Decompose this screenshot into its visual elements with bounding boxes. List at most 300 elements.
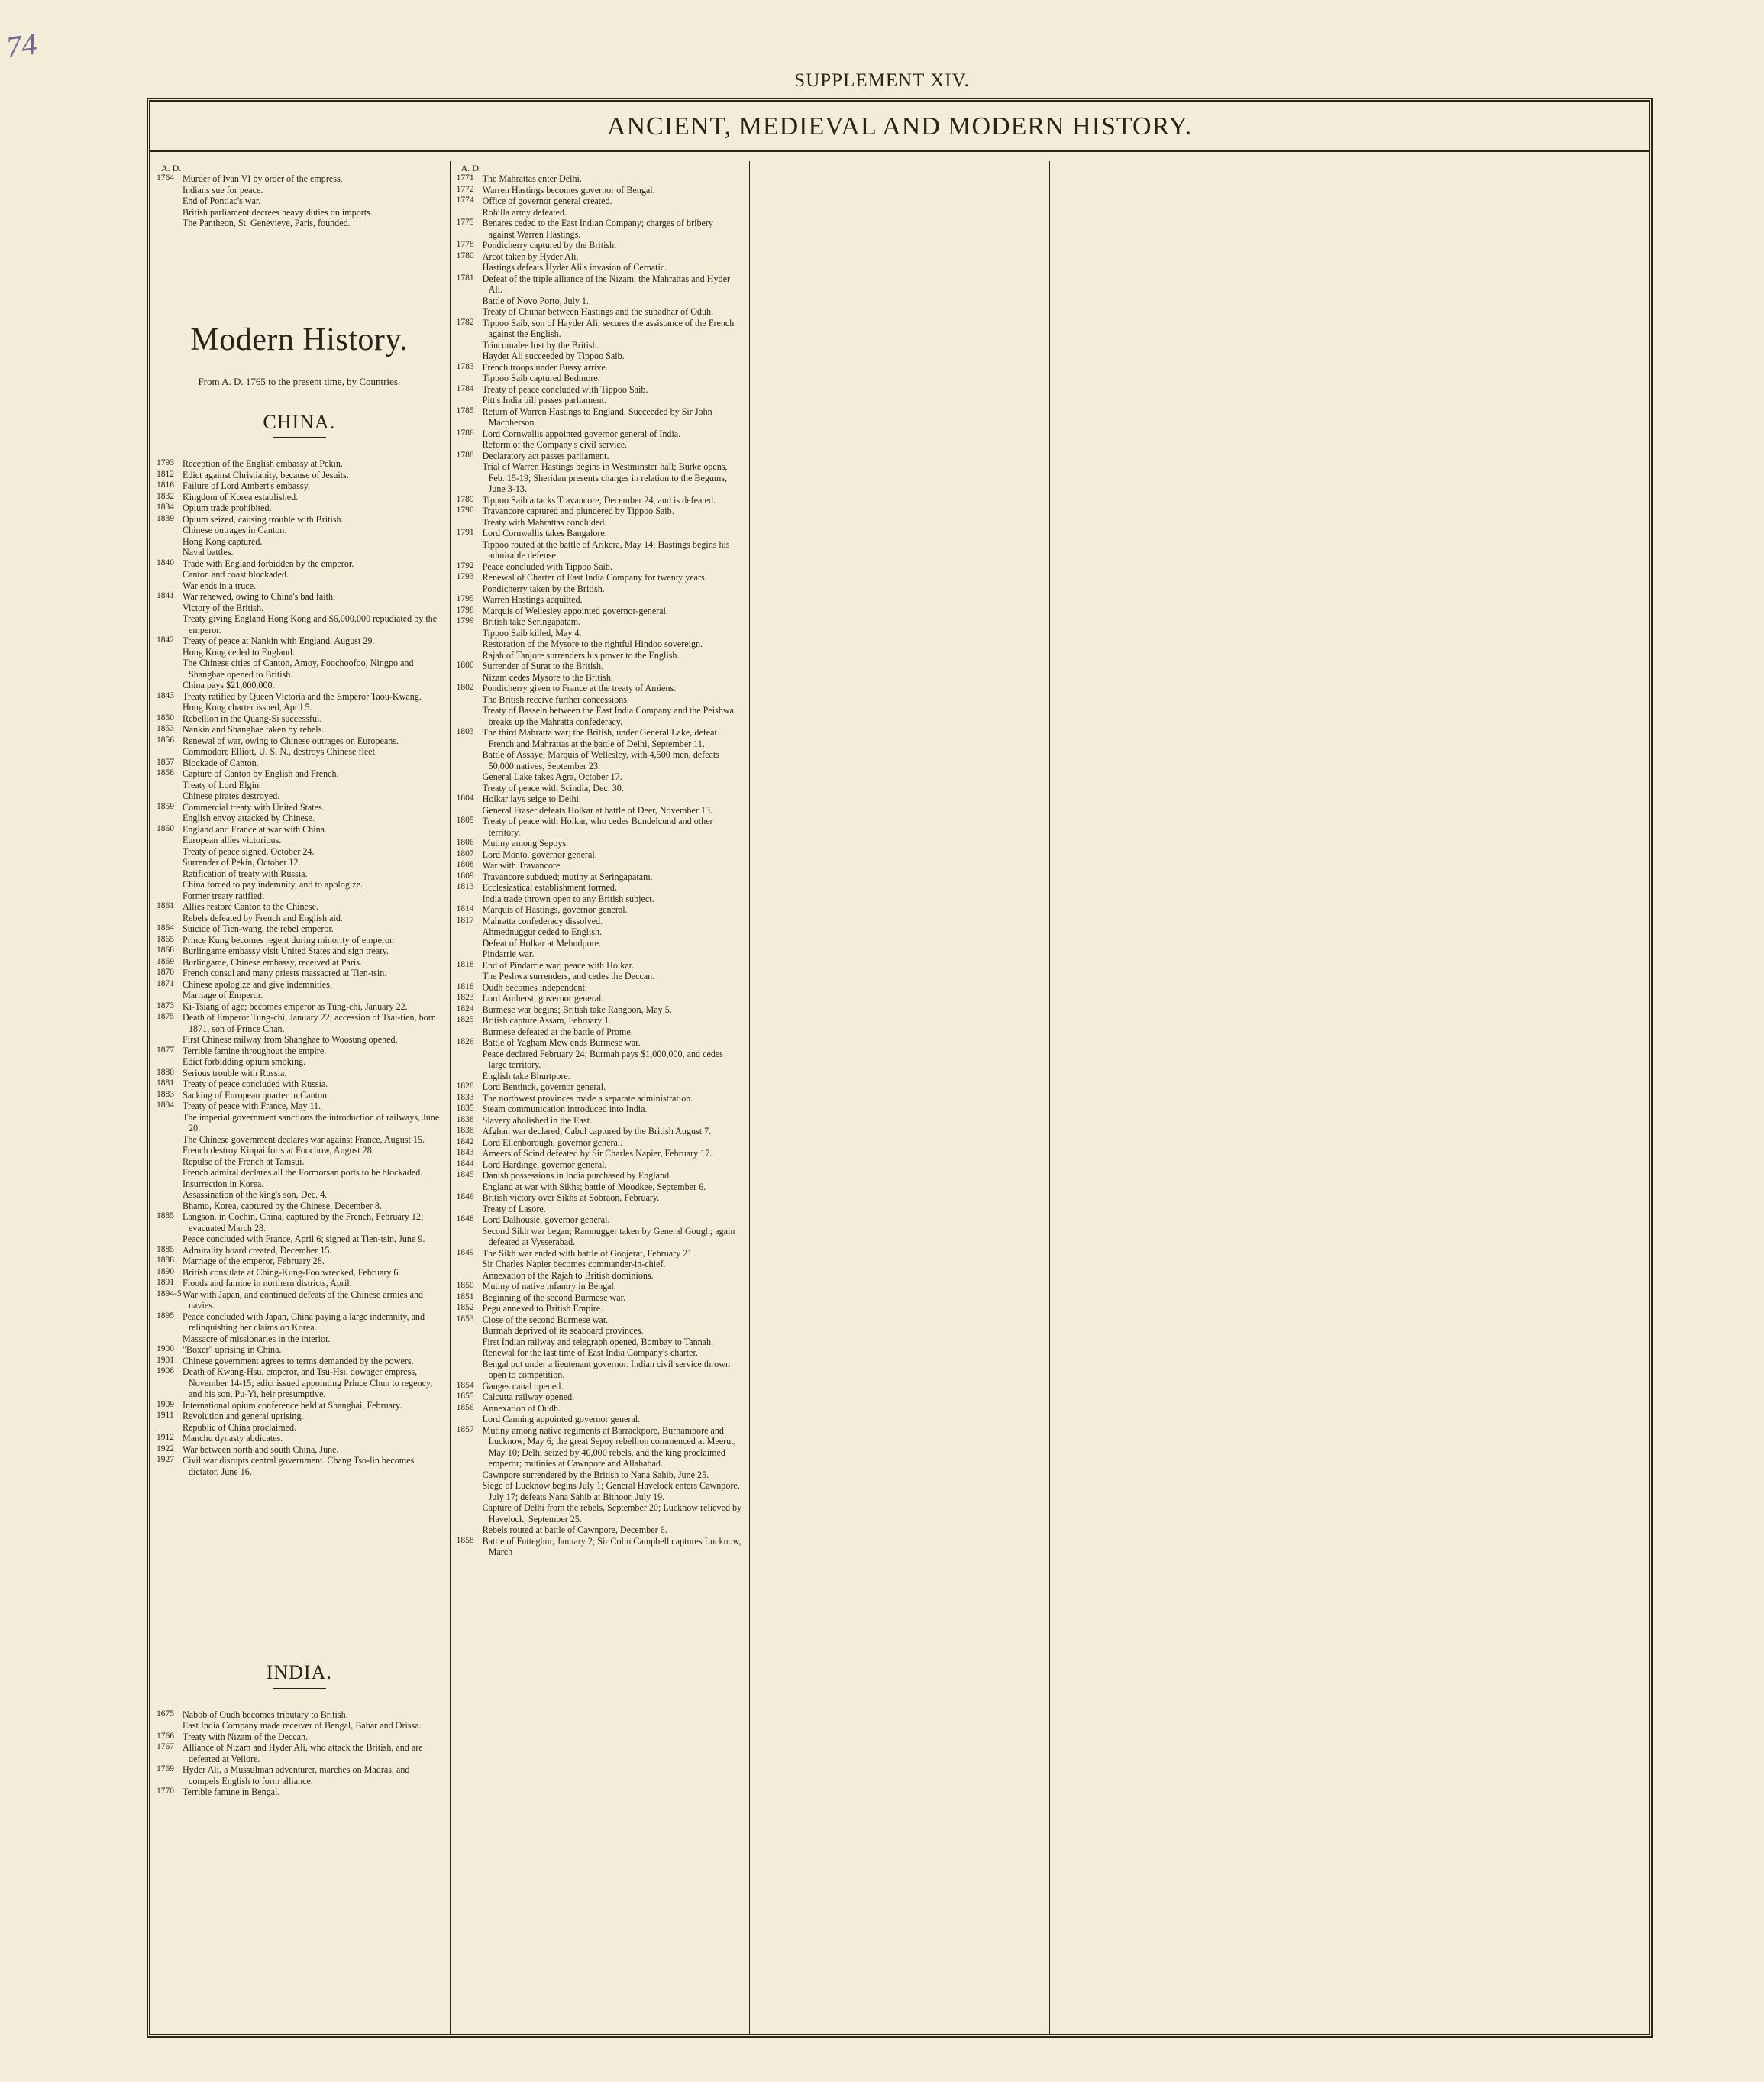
- entry-year: [457, 1469, 483, 1481]
- history-entry: [157, 1245, 442, 1256]
- entry-text: European allies victorious.: [183, 835, 282, 846]
- entry-text: End of Pindarrie war; peace with Holkar.: [482, 959, 635, 971]
- history-entry: [457, 672, 742, 684]
- entry-text: Alliance of Nizam and Hyder Ali, who attack the British, and are defeated at Vellore.: [183, 1742, 423, 1764]
- entry-year: 1908: [157, 1366, 174, 1376]
- entry-year: [157, 1233, 183, 1245]
- entry-text: Lord Hardinge, governor general.: [482, 1159, 607, 1170]
- history-entry: [457, 1392, 742, 1403]
- entry-year: 1778: [456, 240, 474, 250]
- history-entry: [457, 960, 742, 971]
- entry-year: [157, 790, 183, 802]
- entry-year: 1858: [456, 1535, 474, 1545]
- entry-year: 1802: [456, 683, 474, 693]
- history-entry: [457, 949, 742, 960]
- entry-text: Civil war disrupts central government. Chang Tso-lin becomes dictator, June 16.: [183, 1455, 415, 1477]
- history-entry: [457, 428, 742, 440]
- entry-year: 1824: [456, 1004, 474, 1014]
- entry-year: 1818: [456, 981, 474, 991]
- entry-text: Admirality board created, December 15.: [183, 1244, 332, 1256]
- column-2: [451, 161, 751, 2034]
- entry-year: 1771: [456, 173, 474, 183]
- history-entry: [157, 1233, 442, 1245]
- history-entry: [457, 251, 742, 263]
- entry-year: [157, 846, 183, 858]
- entry-text: Battle of Assaye; Marquis of Wellesley, with 4,500 men, defeats 50,000 natives, September 23.: [482, 749, 719, 771]
- entry-text: Ecclesiastical establishment formed.: [482, 882, 617, 894]
- entry-text: Insurrection in Korea.: [183, 1178, 264, 1189]
- entry-text: Hastings defeats Hyder Ali's invasion of Cernatic.: [482, 262, 667, 273]
- entry-year: [457, 805, 483, 816]
- entry-text: Sacking of European quarter in Canton.: [183, 1089, 330, 1101]
- history-entry: [457, 894, 742, 905]
- history-entry: [457, 871, 742, 883]
- history-entry: [157, 680, 442, 691]
- history-entry: [157, 173, 442, 185]
- column-5: [1349, 161, 1649, 2034]
- history-entry: [457, 1081, 742, 1093]
- history-entry: [157, 207, 442, 218]
- entry-text: Annexation of the Rajah to British dominions.: [482, 1269, 654, 1281]
- modern-history-note: From A. D. 1765 to the present time, by Countries.: [198, 376, 401, 388]
- history-entry: [457, 926, 742, 938]
- entry-year: 1855: [456, 1392, 474, 1401]
- history-entry: [157, 185, 442, 196]
- entry-text: Beginning of the second Burmese war.: [482, 1292, 626, 1303]
- entry-text: The imperial government sanctions the introduction of railways, June 20.: [183, 1111, 440, 1134]
- history-entry: [457, 218, 742, 240]
- entry-text: Pitt's India bill passes parliament.: [482, 395, 606, 406]
- entry-year: 1818: [456, 959, 474, 969]
- entry-text: Canton and coast blockaded.: [183, 569, 289, 580]
- history-entry: [157, 1356, 442, 1367]
- history-entry: [157, 857, 442, 868]
- column-3: [750, 161, 1050, 2034]
- history-entry: [457, 185, 742, 196]
- history-entry: [457, 1480, 742, 1502]
- entry-year: 1881: [157, 1078, 174, 1088]
- entry-text: War with Travancore.: [482, 860, 563, 871]
- history-entry: [457, 1115, 742, 1127]
- entry-text: Defeat of Holkar at Mehudpore.: [482, 937, 602, 949]
- history-entry: [157, 724, 442, 735]
- entry-year: [157, 1720, 183, 1731]
- entry-year: 1857: [456, 1424, 474, 1434]
- entry-text: Siege of Lucknow begins July 1; General Havelock enters Cawnpore, July 17; defeats Nana Sahib at Bithoor, July 19.: [482, 1480, 740, 1502]
- history-entry: [457, 561, 742, 573]
- history-entry: [157, 1455, 442, 1477]
- history-entry: [457, 1049, 742, 1071]
- entry-text: Treaty of peace at Nankin with England, August 29.: [183, 635, 375, 647]
- entry-text: Tippoo Saib attacks Travancore, December 24, and is defeated.: [482, 494, 716, 506]
- entry-text: Chinese pirates destroyed.: [183, 790, 280, 802]
- entry-year: 1839: [157, 513, 174, 523]
- entry-text: Hyder Ali, a Mussulman adventurer, marches on Madras, and compels English to form alliance.: [183, 1764, 410, 1786]
- entry-year: 1885: [157, 1211, 174, 1221]
- entry-text: Treaty of peace with France, May 11.: [183, 1101, 321, 1112]
- entry-year: 1807: [456, 849, 474, 858]
- history-entry: [457, 705, 742, 727]
- history-entry: [457, 528, 742, 539]
- entry-year: 1770: [157, 1786, 174, 1796]
- entry-year: 1841: [157, 591, 174, 601]
- history-entry: [457, 1192, 742, 1204]
- ad-label: A. D.: [460, 163, 481, 173]
- entry-year: 1909: [157, 1399, 174, 1409]
- history-entry: [157, 1134, 442, 1146]
- entry-year: [157, 613, 183, 635]
- entry-year: 1675: [157, 1709, 174, 1718]
- entry-year: 1890: [157, 1266, 174, 1276]
- history-entry: [457, 1381, 742, 1392]
- entry-text: Treaty giving England Hong Kong and $6,000,000 repudiated by the emperor.: [183, 613, 438, 635]
- history-entry: [457, 1425, 742, 1469]
- history-entry: [157, 1256, 442, 1267]
- entry-year: [157, 746, 183, 758]
- entry-text: Floods and famine in northern districts, April.: [183, 1278, 352, 1289]
- entry-year: 1813: [456, 882, 474, 892]
- entry-text: Terrible famine in Bengal.: [183, 1786, 280, 1798]
- entry-text: Ratification of treaty with Russia.: [183, 868, 308, 879]
- history-entry: [157, 891, 442, 902]
- history-entry: [157, 569, 442, 580]
- history-entry: [457, 196, 742, 207]
- entry-text: Mutiny of native infantry in Bengal.: [482, 1281, 616, 1292]
- entry-year: [457, 351, 483, 362]
- entry-year: 1786: [456, 428, 474, 438]
- entry-year: 1869: [157, 956, 174, 966]
- entry-text: Pegu annexed to British Empire.: [482, 1303, 603, 1314]
- history-entry: [157, 613, 442, 635]
- entry-year: 1861: [157, 901, 174, 911]
- entry-text: War renewed, owing to China's bad faith.: [183, 591, 336, 603]
- entry-year: [457, 1204, 483, 1215]
- entry-year: [457, 705, 483, 727]
- entry-year: 1894-5: [157, 1288, 182, 1298]
- entry-text: Treaty of peace with Holkar, who cedes Bundelcund and other territory.: [482, 816, 713, 838]
- section-rule: [273, 437, 326, 438]
- entry-year: 1838: [456, 1126, 474, 1136]
- history-entry: [157, 780, 442, 791]
- entry-year: [157, 780, 183, 791]
- history-entry: [157, 923, 442, 935]
- entry-text: Commodore Elliott, U. S. N., destroys Chinese fleet.: [183, 746, 377, 758]
- history-entry: [457, 1502, 742, 1524]
- entry-text: Holkar lays seige to Delhi.: [482, 794, 581, 805]
- entry-text: Pondicherry given to France at the treaty of Amiens.: [482, 683, 677, 694]
- entry-year: 1885: [157, 1244, 174, 1254]
- entry-year: 1849: [456, 1247, 474, 1257]
- entry-year: 1852: [456, 1303, 474, 1313]
- entry-text: Return of Warren Hastings to England. Succeeded by Sir John Macpherson.: [482, 406, 712, 428]
- history-entry: [457, 683, 742, 694]
- history-entry: [457, 616, 742, 628]
- history-entry: [457, 1325, 742, 1337]
- entry-year: [157, 196, 183, 207]
- entry-year: [457, 1337, 483, 1348]
- entry-text: Lord Canning appointed governor general.: [482, 1414, 641, 1425]
- entry-year: 1804: [456, 794, 474, 803]
- entry-year: 1788: [456, 450, 474, 460]
- history-entry: [457, 384, 742, 396]
- history-entry: [457, 805, 742, 816]
- history-entry: [157, 1034, 442, 1046]
- entry-text: Defeat of the triple alliance of the Nizam, the Mahrattas and Hyder Ali.: [482, 273, 730, 296]
- history-entry: [457, 1093, 742, 1104]
- history-entry: [157, 1411, 442, 1422]
- history-entry: [457, 749, 742, 771]
- entry-text: General Fraser defeats Holkar at battle of Deer, November 13.: [482, 804, 712, 816]
- entry-text: Rebels defeated by French and English aid.: [183, 912, 343, 923]
- entry-text: British consulate at Ching-Kung-Foo wrecked, February 6.: [183, 1266, 401, 1278]
- history-entry: [157, 957, 442, 968]
- history-entry: [457, 173, 742, 185]
- entry-text: Renewal for the last time of East India Company's charter.: [482, 1347, 698, 1359]
- entry-text: Marriage of Emperor.: [183, 990, 263, 1001]
- entry-text: The Chinese government declares war against France, August 15.: [183, 1133, 425, 1145]
- entry-year: 1800: [456, 661, 474, 671]
- history-entry: [457, 395, 742, 406]
- entry-text: Blockade of Canton.: [183, 757, 259, 768]
- entry-text: Treaty of peace concluded with Tippoo Saib.: [482, 383, 648, 395]
- entry-text: Opium trade prohibited.: [183, 503, 272, 514]
- entry-text: Rajah of Tanjore surrenders his power to the English.: [482, 649, 680, 661]
- history-entry: [457, 993, 742, 1004]
- history-entry: [457, 296, 742, 307]
- entry-text: Capture of Delhi from the rebels, September 20; Lucknow relieved by Havelock, September 25.: [482, 1502, 742, 1524]
- entry-text: Mutiny among native regiments at Barrackpore, Burhampore and Lucknow, May 6; the great Sepoy rebellion commenced at Meerut, May 10; Delhi seized by 40,000 rebels, and the king proclaimed emperor; mutinies at Cawnpore and Allahabad.: [482, 1424, 736, 1469]
- entry-text: Renewal of Charter of East India Company for twenty years.: [482, 572, 707, 584]
- entry-year: 1799: [456, 616, 474, 626]
- history-entry: [157, 1366, 442, 1400]
- entry-year: [457, 1270, 483, 1282]
- entry-year: 1853: [157, 724, 174, 734]
- entry-year: 1843: [157, 690, 174, 700]
- ad-label: A. D.: [161, 163, 182, 173]
- entry-year: 1812: [157, 469, 174, 479]
- entry-text: Rebels routed at battle of Cawnpore, December 6.: [482, 1524, 667, 1536]
- entry-text: Cawnpore surrendered by the British to Nana Sahib, June 25.: [482, 1469, 709, 1480]
- entry-text: War ends in a truce.: [183, 580, 257, 591]
- history-entry: [457, 318, 742, 340]
- section-spacer: [157, 1477, 442, 1645]
- entry-year: 1860: [157, 823, 174, 833]
- entry-year: 1891: [157, 1278, 174, 1288]
- entry-text: British victory over Sikhs at Sobraon, February.: [482, 1192, 660, 1204]
- entry-year: 1791: [456, 528, 474, 538]
- history-entry: [157, 713, 442, 725]
- history-entry: [457, 1414, 742, 1425]
- entry-text: Steam communication introduced into India.: [482, 1104, 648, 1115]
- entry-text: French consul and many priests massacred at Tien-tsin.: [183, 968, 387, 979]
- entry-text: Burlingame embassy visit United States and sign treaty.: [183, 946, 389, 957]
- entry-year: [457, 694, 483, 706]
- entry-year: 1922: [157, 1443, 174, 1453]
- entry-text: The northwest provinces made a separate administration.: [482, 1092, 693, 1104]
- entry-text: Trincomalee lost by the British.: [482, 339, 599, 351]
- entry-text: General Lake takes Agra, October 17.: [482, 771, 622, 783]
- entry-year: [457, 439, 483, 451]
- entry-text: Naval battles.: [183, 547, 234, 558]
- entry-year: [457, 628, 483, 639]
- entry-text: Treaty ratified by Queen Victoria and the Emperor Taou-Kwang.: [183, 690, 422, 702]
- entry-text: Treaty with Mahrattas concluded.: [482, 516, 607, 528]
- entry-text: English take Bhurtpore.: [482, 1070, 570, 1081]
- entry-year: 1875: [157, 1012, 174, 1022]
- history-entry: [457, 771, 742, 783]
- entry-year: 1808: [456, 860, 474, 870]
- history-entry: [457, 1104, 742, 1115]
- entry-text: Surrender of Surat to the British.: [482, 661, 604, 672]
- entry-year: 1814: [456, 904, 474, 914]
- history-entry: [457, 794, 742, 805]
- history-entry: [457, 694, 742, 706]
- history-entry: [157, 480, 442, 492]
- entry-text: Ganges canal opened.: [482, 1380, 564, 1392]
- entry-text: Second Sikh war began; Ramnugger taken by General Gough; again defeated at Vysserabad.: [482, 1225, 735, 1248]
- entry-text: Mutiny among Sepoys.: [482, 838, 569, 849]
- history-entry: [457, 1359, 742, 1381]
- entry-year: 1767: [157, 1742, 174, 1752]
- entry-year: [457, 1347, 483, 1359]
- entry-year: [157, 658, 183, 680]
- entry-year: [157, 547, 183, 558]
- entry-text: British take Seringapatam.: [482, 616, 581, 628]
- entry-year: 1826: [456, 1037, 474, 1047]
- entry-year: 1877: [157, 1045, 174, 1055]
- column-1: [150, 161, 451, 2034]
- history-entry: [157, 1709, 442, 1721]
- entry-year: 1857: [157, 757, 174, 767]
- history-entry: [457, 1126, 742, 1137]
- entry-text: Travancore captured and plundered by Tippoo Saib.: [482, 506, 674, 517]
- entry-text: Hong Kong captured.: [183, 535, 263, 547]
- history-entry: [457, 938, 742, 949]
- entry-text: Nizam cedes Mysore to the British.: [482, 671, 613, 683]
- entry-text: Treaty of peace with Scindia, Dec. 30.: [482, 782, 624, 794]
- entry-text: Kingdom of Korea established.: [183, 491, 299, 503]
- entry-text: Surrender of Pekin, October 12.: [183, 857, 301, 868]
- entry-text: Repulse of the French at Tamsui.: [183, 1156, 305, 1167]
- supplement-label: SUPPLEMENT XIV.: [794, 70, 970, 91]
- entry-text: Death of Emperor Tung-chi, January 22; accession of Tsai-tien, born 1871, son of Prince Chan.: [183, 1012, 436, 1034]
- entry-text: Battle of Futteghur, January 2; Sir Colin Campbell captures Lucknow, March: [482, 1535, 741, 1558]
- entry-year: 1764: [157, 173, 174, 183]
- history-entry: [157, 536, 442, 548]
- entry-year: 1865: [157, 934, 174, 944]
- entry-year: [157, 913, 183, 924]
- entry-text: End of Pontiac's war.: [183, 196, 261, 207]
- history-entry: [157, 492, 442, 503]
- history-entry: [457, 1469, 742, 1481]
- entry-text: Restoration of the Mysore to the rightful Hindoo sovereign.: [482, 639, 703, 650]
- entry-text: Commercial treaty with United States.: [183, 801, 325, 813]
- history-entry: [157, 1400, 442, 1411]
- history-entry: [457, 606, 742, 617]
- entry-year: 1793: [456, 572, 474, 582]
- history-entry: [157, 1433, 442, 1444]
- entry-year: 1832: [157, 491, 174, 501]
- entry-text: Lord Amherst, governor general.: [482, 993, 604, 1004]
- history-entry: [157, 1311, 442, 1334]
- history-entry: [457, 838, 742, 849]
- history-entry: [157, 813, 442, 824]
- entry-text: First Chinese railway from Shanghae to Woosung opened.: [183, 1034, 398, 1046]
- page-title: ANCIENT, MEDIEVAL AND MODERN HISTORY.: [150, 102, 1649, 152]
- entry-year: [157, 207, 183, 218]
- entry-year: [457, 672, 483, 684]
- entry-text: Peace concluded with Tippoo Saib.: [482, 561, 612, 572]
- entry-year: [157, 680, 183, 691]
- history-entry: [157, 1090, 442, 1101]
- entry-year: [157, 1134, 183, 1146]
- entry-year: [157, 1145, 183, 1156]
- entry-year: 1816: [157, 480, 174, 490]
- entry-year: 1856: [157, 735, 174, 745]
- history-entry: [157, 1167, 442, 1178]
- entry-year: 1843: [456, 1148, 474, 1158]
- entry-text: Close of the second Burmese war.: [482, 1314, 609, 1325]
- history-entry: [157, 196, 442, 207]
- entry-text: Reform of the Company's civil service.: [482, 439, 628, 451]
- entry-year: [457, 1524, 483, 1536]
- entry-text: Hong Kong charter issued, April 5.: [183, 702, 312, 713]
- entry-year: [457, 340, 483, 351]
- history-entry: [157, 746, 442, 758]
- entry-text: "Boxer" uprising in China.: [183, 1344, 282, 1356]
- entry-year: [457, 639, 483, 650]
- history-entry: [157, 1178, 442, 1190]
- entry-text: Serious trouble with Russia.: [183, 1067, 287, 1078]
- entry-year: 1798: [456, 605, 474, 615]
- entry-year: [457, 894, 483, 905]
- entry-text: Edict against Christianity, because of Jesuits.: [183, 469, 349, 480]
- history-entry: [157, 735, 442, 747]
- entry-year: [157, 891, 183, 902]
- history-entry: [157, 470, 442, 481]
- entry-text: China pays $21,000,000.: [183, 680, 275, 691]
- history-entry: [457, 1214, 742, 1226]
- entry-year: [457, 926, 483, 938]
- entry-year: [457, 783, 483, 794]
- history-entry: [157, 1056, 442, 1068]
- entry-text: Langson, in Cochin, China, captured by the French, February 12; evacuated March 28.: [183, 1211, 424, 1233]
- entry-year: 1833: [456, 1092, 474, 1102]
- entry-text: Burmese war begins; British take Rangoon, May 5.: [482, 1004, 672, 1015]
- history-entry: [457, 495, 742, 506]
- entry-year: [457, 1182, 483, 1193]
- entry-year: 1789: [456, 494, 474, 504]
- entry-text: Manchu dynasty abdicates.: [183, 1433, 283, 1444]
- history-entry: [157, 1720, 442, 1731]
- entry-text: The Mahrattas enter Delhi.: [482, 173, 582, 185]
- entry-text: Marquis of Hastings, governor general.: [482, 904, 628, 916]
- entry-text: Lord Bentinck, governor general.: [482, 1081, 606, 1093]
- history-entry: [457, 727, 742, 749]
- entry-text: War between north and south China, June.: [183, 1443, 339, 1455]
- entry-text: French admiral declares all the Formorsan ports to be blockaded.: [183, 1167, 423, 1178]
- entry-text: Chinese government agrees to terms demanded by the powers.: [183, 1355, 414, 1366]
- handwritten-page-number: 74: [4, 26, 39, 65]
- entry-year: [457, 1049, 483, 1071]
- entry-year: 1850: [157, 713, 174, 723]
- entry-year: 1870: [157, 968, 174, 978]
- history-entry: [157, 768, 442, 780]
- entry-year: 1854: [456, 1380, 474, 1390]
- history-entry: [157, 525, 442, 536]
- entry-text: East India Company made receiver of Bengal, Bahar and Orissa.: [183, 1720, 422, 1731]
- history-entry: [157, 979, 442, 991]
